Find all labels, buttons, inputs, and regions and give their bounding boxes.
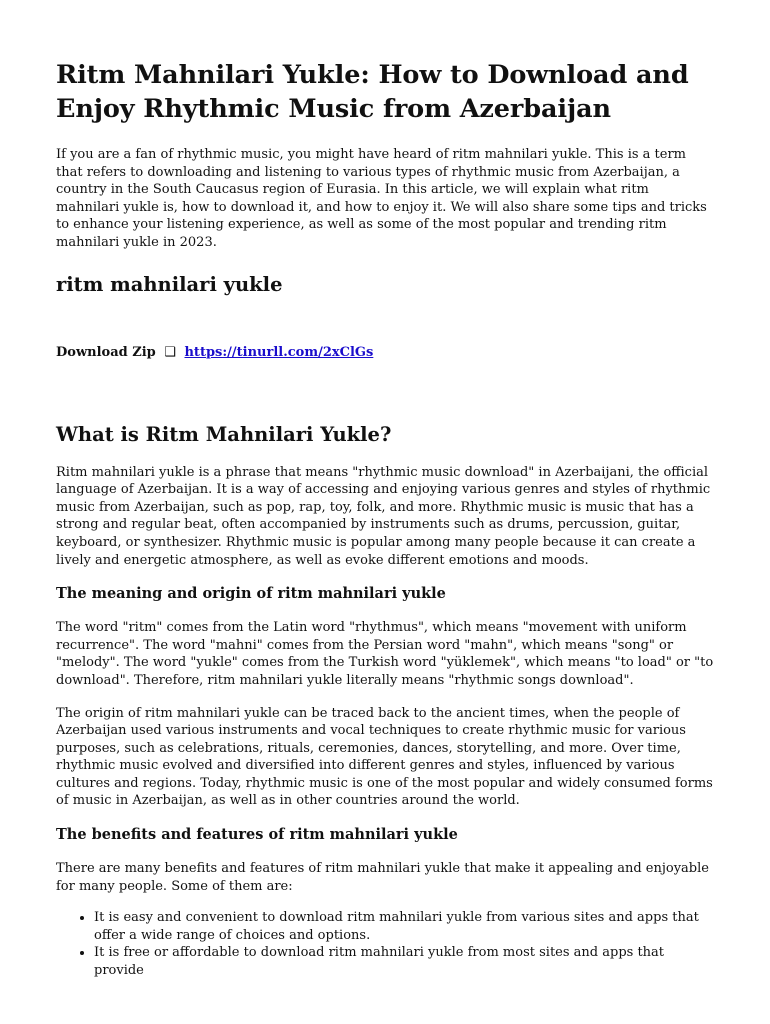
meaning-paragraph-1: The word "ritm" comes from the Latin word "rhythmus", which means "movement with uniform recurrence". The word "mahni" comes from the Persian word "mahn", which means "song" or "melody". The word "yukle" comes from the Turkish word "yüklemek", which means "to load" or "to download". Therefore, ritm mahnilari yukle literally means "rhythmic songs download".: [56, 620, 714, 688]
download-label: Download Zip: [56, 344, 156, 360]
benefits-heading: The benefits and features of ritm mahnilari yukle: [56, 826, 458, 844]
list-item: • It is easy and convenient to download ritm mahnilari yukle from various sites and apps that offer a wide range of choices and options.: [94, 909, 714, 944]
download-link[interactable]: https://tinurll.com/2xClGs: [184, 344, 374, 360]
list-item: • It is free or affordable to download ritm mahnilari yukle from most sites and apps that provide: [94, 944, 714, 979]
article-title: Ritm Mahnilari Yukle: How to Download and Enjoy Rhythmic Music from Azerbaijan: [56, 60, 689, 124]
what-is-heading: What is Ritm Mahnilari Yukle?: [56, 422, 392, 446]
intro-paragraph: If you are a fan of rhythmic music, you might have heard of ritm mahnilari yukle. This is a term that refers to downloading and listening to various types of rhythmic music from Azerbaijan, a country in the South Caucasus region of Eurasia. In this article, we will explain what ritm mahnilari yukle is, how to download it, and how to enjoy it. We will also share some tips and tricks to enhance your listening experience, as well as some of the most popular and trending ritm mahnilari yukle in 2023.: [56, 147, 707, 250]
benefits-list: [56, 909, 714, 979]
download-arrow-icon: ❑: [164, 344, 176, 360]
meaning-heading: The meaning and origin of ritm mahnilari yukle: [56, 585, 446, 603]
what-is-paragraph: Ritm mahnilari yukle is a phrase that means "rhythmic music download" in Azerbaijani, the official language of Azerbaijan. It is a way of accessing and enjoying various genres and styles of rhythmic music from Azerbaijan, such as pop, rap, toy, folk, and more. Rhythmic music is music that has a strong and regular beat, often accompanied by instruments such as drums, percussion, guitar, keyboard, or synthesizer. Rhythmic music is popular among many people because it can create a lively and energetic atmosphere, as well as evoke different emotions and moods.: [56, 464, 711, 568]
meaning-paragraph-2: The origin of ritm mahnilari yukle can be traced back to the ancient times, when the people of Azerbaijan used various instruments and vocal techniques to create rhythmic music for various purposes, such as celebrations, rituals, ceremonies, dances, storytelling, and more. Over time, rhythmic music evolved and diversified into different genres and styles, influenced by various cultures and regions. Today, rhythmic music is one of the most popular and widely consumed forms of music in Azerbaijan, as well as in other countries around the world.: [56, 705, 713, 809]
download-line: [56, 344, 714, 362]
benefits-paragraph: There are many benefits and features of ritm mahnilari yukle that make it appealing and enjoyable for many people. Some of them are:: [56, 861, 709, 894]
keyword-heading: ritm mahnilari yukle: [56, 272, 283, 296]
